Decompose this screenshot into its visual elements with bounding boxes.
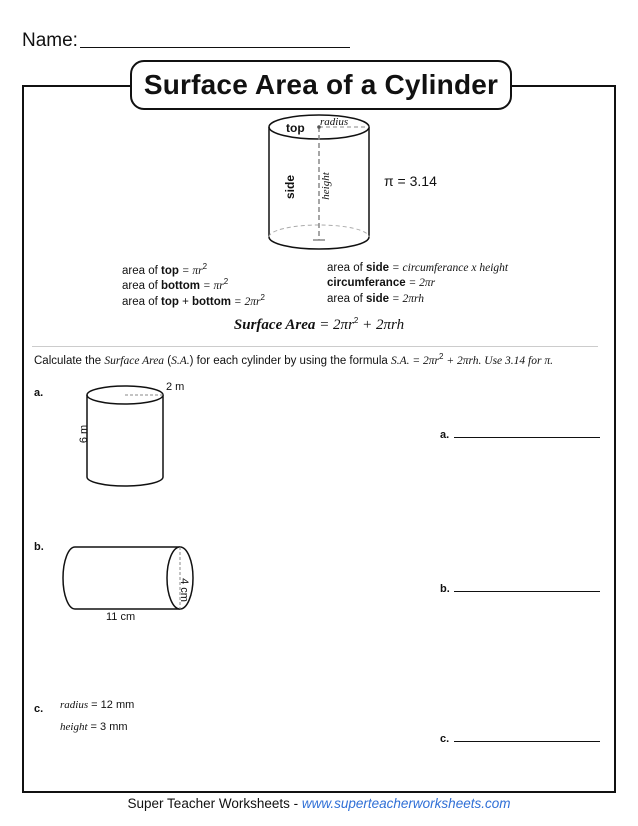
divider bbox=[32, 346, 598, 347]
cylinder-a-radius-label: 2 m bbox=[166, 381, 185, 393]
cylinder-bottom-front bbox=[269, 237, 369, 249]
instructions: Calculate the Surface Area (S.A.) for each cylinder by using the formula S.A. = $2\pi r^2 + 2\pi rh$. Use 3.14 for π. bbox=[34, 352, 553, 367]
surface-area-formula: Surface Area = $2\pi r^2 + 2\pi rh$ bbox=[233, 316, 405, 333]
pi-value: π = 3.14 bbox=[384, 173, 437, 189]
answer-b-line[interactable] bbox=[454, 591, 600, 592]
formula-side: area of side = circumferance x height bbox=[327, 262, 509, 274]
name-line bbox=[80, 47, 350, 48]
cylinder-a-height-label: 6 m bbox=[78, 424, 90, 444]
formula-top: area of top = $\pi r^2$ bbox=[122, 262, 208, 277]
problem-b-label: b. bbox=[34, 541, 44, 553]
formula-circumference: circumferance = 2πr bbox=[327, 277, 436, 289]
top-label: top bbox=[286, 121, 305, 135]
problem-c-label: c. bbox=[34, 703, 44, 715]
footer: Super Teacher Worksheets - www.superteacherworksheets.com bbox=[127, 796, 511, 811]
name-label: Name: bbox=[22, 30, 78, 51]
side-label: side bbox=[283, 175, 297, 200]
cylinder-b-length-label: 11 cm bbox=[106, 611, 136, 623]
problem-a-label: a. bbox=[34, 387, 44, 399]
height-label: height bbox=[320, 172, 332, 200]
cylinder-b bbox=[60, 544, 196, 614]
page-title: Surface Area of a Cylinder bbox=[130, 60, 512, 110]
problem-c-height: height = 3 mm bbox=[60, 721, 128, 733]
radius-label: radius bbox=[320, 116, 349, 128]
answer-b-label: b. bbox=[440, 583, 450, 595]
answer-c-line[interactable] bbox=[454, 741, 600, 742]
answer-a-line[interactable] bbox=[454, 437, 600, 438]
cylinder-a-bottom bbox=[87, 477, 163, 486]
answer-c-label: c. bbox=[440, 733, 450, 745]
formula-bottom: area of bottom = $\pi r^2$ bbox=[122, 277, 229, 292]
problem-c-radius: radius = 12 mm bbox=[60, 699, 135, 711]
footer-link[interactable]: www.superteacherworksheets.com bbox=[301, 796, 511, 811]
formula-top-bottom: area of top + bottom = $2\pi r^2$ bbox=[122, 293, 265, 308]
answer-a-label: a. bbox=[440, 429, 450, 441]
formula-side-2: area of side = 2πrh bbox=[327, 293, 425, 305]
cylinder-b-left-end bbox=[63, 547, 75, 609]
cylinder-a bbox=[84, 384, 170, 490]
cylinder-b-diameter-label: 4 cm bbox=[178, 578, 190, 602]
